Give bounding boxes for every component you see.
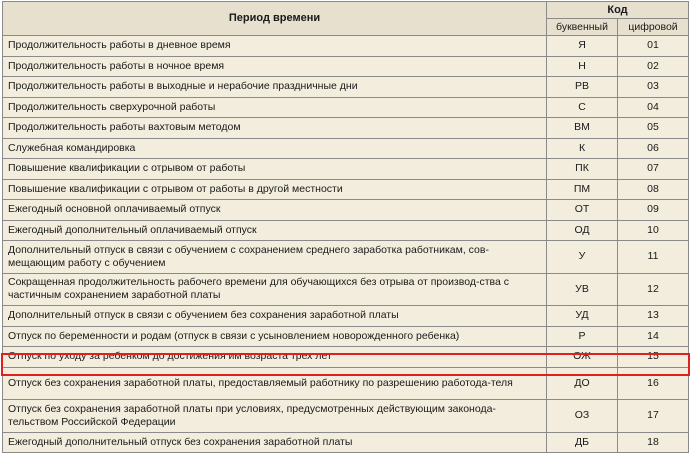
letter-code-cell: УВ [547, 273, 618, 306]
letter-code-cell: Н [547, 56, 618, 77]
digit-code-cell: 01 [618, 36, 689, 57]
letter-code-cell: Р [547, 326, 618, 347]
letter-code-cell: К [547, 138, 618, 159]
period-cell: Повышение квалификации с отрывом от работы в другой местности [3, 179, 547, 200]
digit-code-cell: 10 [618, 220, 689, 241]
period-cell: Отпуск без сохранения заработной платы, предоставляемый работнику по разрешению работода-теля [3, 367, 547, 400]
digit-code-cell: 07 [618, 159, 689, 180]
table-row [3, 179, 689, 200]
letter-code-cell: С [547, 97, 618, 118]
letter-code-cell: ДБ [547, 432, 618, 453]
digit-code-cell: 17 [618, 400, 689, 433]
digit-code-cell: 12 [618, 273, 689, 306]
digit-code-cell: 16 [618, 367, 689, 400]
table-row [3, 97, 689, 118]
table-row [3, 200, 689, 221]
period-column-header: Период времени [3, 2, 547, 36]
digit-code-cell: 14 [618, 326, 689, 347]
table-row [3, 326, 689, 347]
time-codes-table [2, 1, 689, 453]
table-row [3, 56, 689, 77]
period-cell: Ежегодный дополнительный отпуск без сохранения заработной платы [3, 432, 547, 453]
period-cell: Служебная командировка [3, 138, 547, 159]
digit-code-cell: 05 [618, 118, 689, 139]
period-cell: Продолжительность работы вахтовым методом [3, 118, 547, 139]
period-cell: Дополнительный отпуск в связи с обучением без сохранения заработной платы [3, 306, 547, 327]
digit-code-cell: 13 [618, 306, 689, 327]
period-cell: Ежегодный дополнительный оплачиваемый отпуск [3, 220, 547, 241]
letter-code-cell: ВМ [547, 118, 618, 139]
code-column-header: Код [547, 2, 689, 19]
highlighted-row [3, 347, 689, 368]
table-row [3, 77, 689, 98]
letter-code-cell: ОЗ [547, 400, 618, 433]
letter-code-cell: ПМ [547, 179, 618, 200]
digit-code-header: цифровой [618, 19, 689, 36]
table-row [3, 273, 689, 306]
table-row [3, 432, 689, 453]
digit-code-cell: 11 [618, 241, 689, 274]
letter-code-cell: УД [547, 306, 618, 327]
period-cell: Отпуск по уходу за ребенком до достижения им возраста трех лет [3, 347, 547, 368]
letter-code-cell: ДО [547, 367, 618, 400]
table-row [3, 118, 689, 139]
digit-code-cell: 09 [618, 200, 689, 221]
digit-code-cell: 04 [618, 97, 689, 118]
letter-code-cell: Я [547, 36, 618, 57]
table-row [3, 36, 689, 57]
letter-code-cell: ОД [547, 220, 618, 241]
digit-code-cell: 02 [618, 56, 689, 77]
letter-code-cell: ПК [547, 159, 618, 180]
period-cell: Продолжительность работы в дневное время [3, 36, 547, 57]
table-row [3, 241, 689, 274]
period-cell: Дополнительный отпуск в связи с обучением с сохранением среднего заработка работникам, сов-мещающим работу с обучением [3, 241, 547, 274]
table-row [3, 367, 689, 400]
letter-code-cell: ОТ [547, 200, 618, 221]
table-row [3, 400, 689, 433]
period-cell: Отпуск по беременности и родам (отпуск в связи с усыновлением новорожденного ребенка) [3, 326, 547, 347]
period-cell: Продолжительность работы в выходные и нерабочие праздничные дни [3, 77, 547, 98]
letter-code-cell: ОЖ [547, 347, 618, 368]
letter-code-cell: У [547, 241, 618, 274]
period-cell: Продолжительность работы в ночное время [3, 56, 547, 77]
period-cell: Сокращенная продолжительность рабочего времени для обучающихся без отрыва от производ-ства с частичным сохранением заработной платы [3, 273, 547, 306]
table-row [3, 306, 689, 327]
digit-code-cell: 06 [618, 138, 689, 159]
period-cell: Продолжительность сверхурочной работы [3, 97, 547, 118]
table-header [3, 2, 689, 36]
letter-code-cell: РВ [547, 77, 618, 98]
period-cell: Отпуск без сохранения заработной платы при условиях, предусмотренных действующим законода-тельством Российской Федерации [3, 400, 547, 433]
period-cell: Ежегодный основной оплачиваемый отпуск [3, 200, 547, 221]
digit-code-cell: 08 [618, 179, 689, 200]
period-cell: Повышение квалификации с отрывом от работы [3, 159, 547, 180]
letter-code-header: буквенный [547, 19, 618, 36]
digit-code-cell: 18 [618, 432, 689, 453]
digit-code-cell: 03 [618, 77, 689, 98]
digit-code-cell: 15 [618, 347, 689, 368]
table-row [3, 159, 689, 180]
table-row [3, 220, 689, 241]
table-row [3, 138, 689, 159]
